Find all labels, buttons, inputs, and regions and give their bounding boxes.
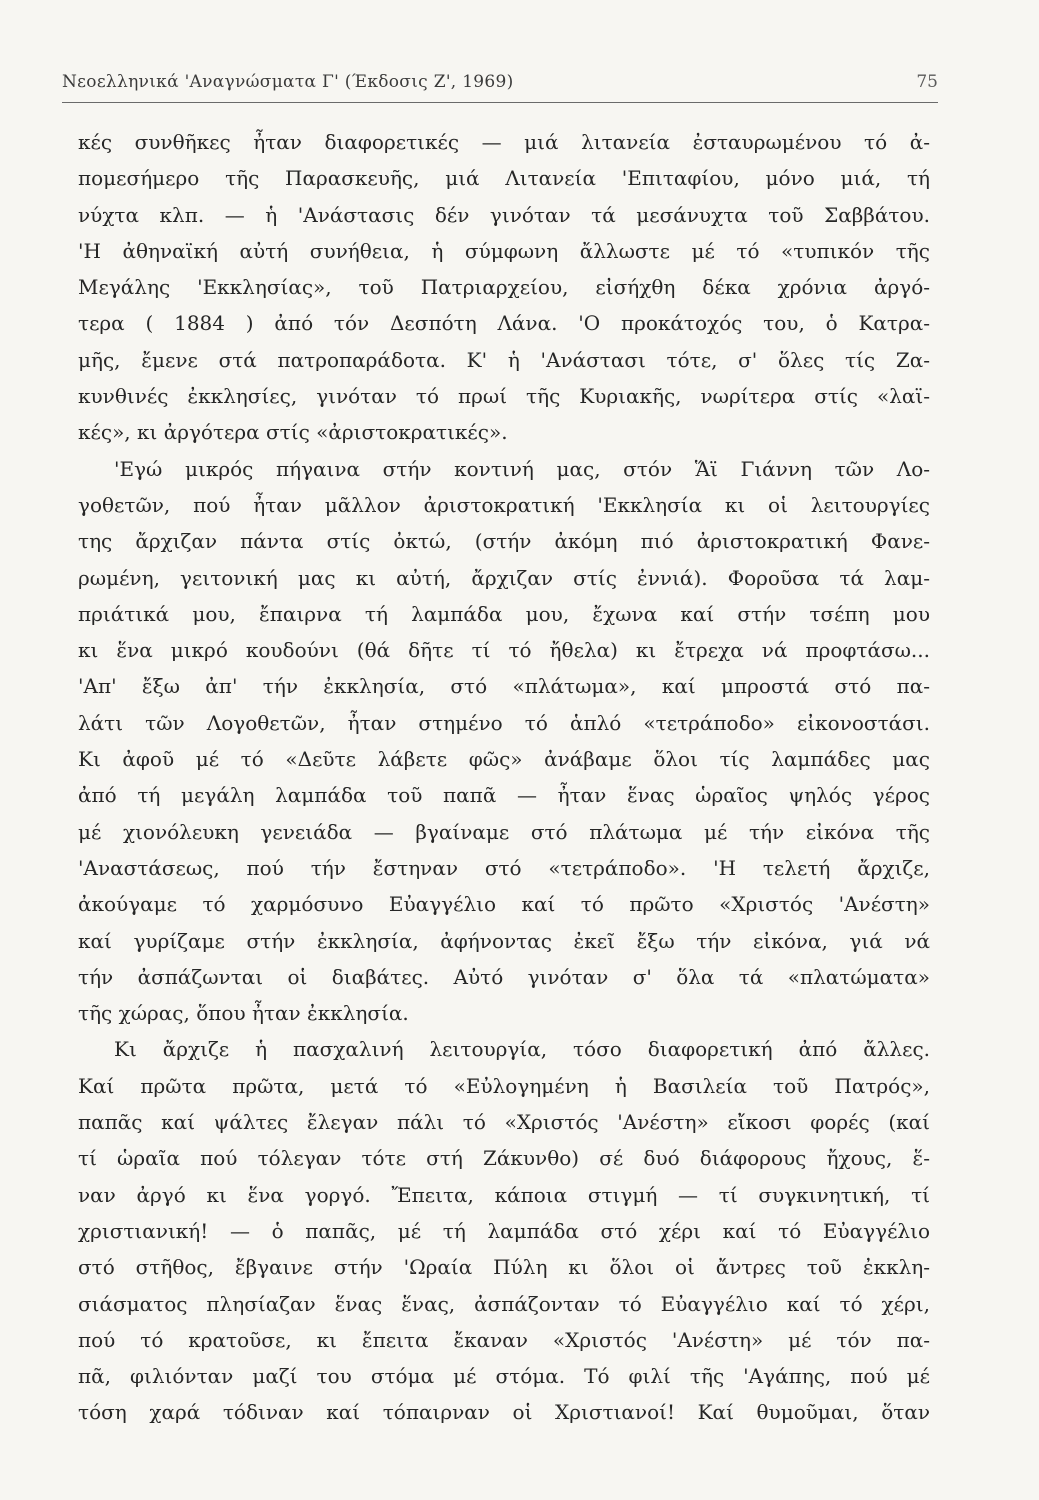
text-line: 'Απ' ἔξω ἀπ' τήν ἐκκλησία, στό «πλάτωμα», καί μπροστά στό πα- [78, 674, 930, 699]
text-line: χριστιανική! — ὁ παπᾶς, μέ τή λαμπάδα στό χέρι καί τό Εὐαγγέλιο [78, 1218, 930, 1243]
text-line: 'Εγώ μικρός πήγαινα στήν κοντινή μας, στόν Ἅϊ Γιάννη τῶν Λο- [114, 456, 930, 481]
text-line: νύχτα κλπ. — ἡ 'Ανάστασις δέν γινόταν τά μεσάνυχτα τοῦ Σαββάτου. [78, 202, 930, 227]
running-header-title: Νεοελληνικά 'Αναγνώσματα Γ' (Έκδοσις Ζ', 1969) [62, 72, 514, 92]
text-line: ἀκούγαμε τό χαρμόσυνο Εὐαγγέλιο καί τό πρῶτο «Χριστός 'Ανέστη» [78, 892, 930, 917]
text-line: σιάσματος πλησίαζαν ἕνας ἕνας, ἀσπάζονταν τό Εὐαγγέλιο καί τό χέρι, [78, 1291, 930, 1316]
text-line: γοθετῶν, πού ἦταν μᾶλλον ἀριστοκρατική 'Εκκλησία κι οἱ λειτουργίες [78, 492, 930, 517]
text-line: λάτι τῶν Λογοθετῶν, ἦταν στημένο τό ἁπλό «τετράποδο» εἰκονοστάσι. [78, 710, 930, 735]
text-line: Καί πρῶτα πρῶτα, μετά τό «Εὐλογημένη ἡ Βασιλεία τοῦ Πατρός», [78, 1073, 930, 1098]
text-line: καί γυρίζαμε στήν ἐκκλησία, ἀφήνοντας ἐκεῖ ἔξω τήν εἰκόνα, γιά νά [78, 928, 930, 953]
text-line: κυνθινές ἐκκλησίες, γινόταν τό πρωί τῆς Κυριακῆς, νωρίτερα στίς «λαϊ- [78, 384, 930, 409]
text-line: κές συνθῆκες ἦταν διαφορετικές — μιά λιτανεία ἐσταυρωμένου τό ἀ- [78, 130, 930, 154]
text-line: τῆς χώρας, ὅπου ἦταν ἐκκλησία. [78, 1001, 409, 1026]
text-line: μέ χιονόλευκη γενειάδα — βγαίναμε στό πλάτωμα μέ τήν εἰκόνα τῆς [78, 819, 930, 844]
text-line: 'Αναστάσεως, πού τήν ἔστηναν στό «τετράποδο». 'Η τελετή ἄρχιζε, [78, 855, 930, 880]
body-text [78, 124, 930, 1431]
text-line: της ἄρχιζαν πάντα στίς ὀκτώ, (στήν ἀκόμη πιό ἀριστοκρατική Φανε- [78, 529, 930, 554]
text-line: κές», κι ἀργότερα στίς «ἀριστοκρατικές». [78, 420, 508, 445]
text-line: τόση χαρά τόδιναν καί τόπαιρναν οἱ Χριστιανοί! Καί θυμοῦμαι, ὅταν [78, 1400, 930, 1425]
text-line: τί ὡραῖα πού τόλεγαν τότε στή Ζάκυνθο) σέ δυό διάφορους ἤχους, ἕ- [78, 1146, 930, 1171]
text-line: μῆς, ἔμενε στά πατροπαράδοτα. Κ' ἡ 'Ανάστασι τότε, σ' ὅλες τίς Ζα- [78, 347, 930, 372]
page-number: 75 [916, 72, 938, 92]
text-line: πού τό κρατοῦσε, κι ἔπειτα ἔκαναν «Χριστός 'Ανέστη» μέ τόν πα- [78, 1327, 930, 1352]
text-line: ναν ἀργό κι ἕνα γοργό. Ἔπειτα, κάποια στιγμή — τί συγκινητική, τί [78, 1182, 930, 1207]
text-line: ρωμένη, γειτονική μας κι αὐτή, ἄρχιζαν στίς ἐννιά). Φοροῦσα τά λαμ- [78, 565, 930, 590]
text-line: τερα ( 1884 ) ἀπό τόν Δεσπότη Λάνα. 'Ο προκάτοχός του, ὁ Κατρα- [78, 311, 930, 336]
text-line: παπᾶς καί ψάλτες ἔλεγαν πάλι τό «Χριστός 'Ανέστη» εἴκοσι φορές (καί [78, 1110, 930, 1135]
text-line: στό στῆθος, ἔβγαινε στήν 'Ωραία Πύλη κι ὅλοι οἱ ἄντρες τοῦ ἐκκλη- [78, 1255, 930, 1280]
text-line: Κι ἄρχιζε ἡ πασχαλινή λειτουργία, τόσο διαφορετική ἀπό ἄλλες. [114, 1037, 930, 1062]
text-line: πριάτικά μου, ἔπαιρνα τή λαμπάδα μου, ἔχωνα καί στήν τσέπη μου [78, 601, 930, 626]
text-line: τήν ἀσπάζωνται οἱ διαβάτες. Αὐτό γινόταν σ' ὅλα τά «πλατώματα» [78, 964, 930, 989]
text-line: 'Η ἀθηναϊκή αὐτή συνήθεια, ἡ σύμφωνη ἄλλωστε μέ τό «τυπικόν τῆς [78, 238, 930, 263]
text-line: πᾶ, φιλιόνταν μαζί του στόμα μέ στόμα. Τό φιλί τῆς 'Αγάπης, πού μέ [78, 1364, 930, 1389]
text-line: πομεσήμερο τῆς Παρασκευῆς, μιά Λιτανεία 'Επιταφίου, μόνο μιά, τή [78, 166, 930, 191]
page-header [62, 72, 938, 103]
text-line: Κι ἀφοῦ μέ τό «Δεῦτε λάβετε φῶς» ἀνάβαμε ὅλοι τίς λαμπάδες μας [78, 747, 930, 772]
text-line: ἀπό τή μεγάλη λαμπάδα τοῦ παπᾶ — ἦταν ἕνας ὡραῖος ψηλός γέρος [78, 783, 930, 808]
text-line: Μεγάλης 'Εκκλησίας», τοῦ Πατριαρχείου, εἰσήχθη δέκα χρόνια ἀργό- [78, 275, 930, 300]
text-line: κι ἕνα μικρό κουδούνι (θά δῆτε τί τό ἤθελα) κι ἔτρεχα νά προφτάσω... [78, 638, 930, 663]
